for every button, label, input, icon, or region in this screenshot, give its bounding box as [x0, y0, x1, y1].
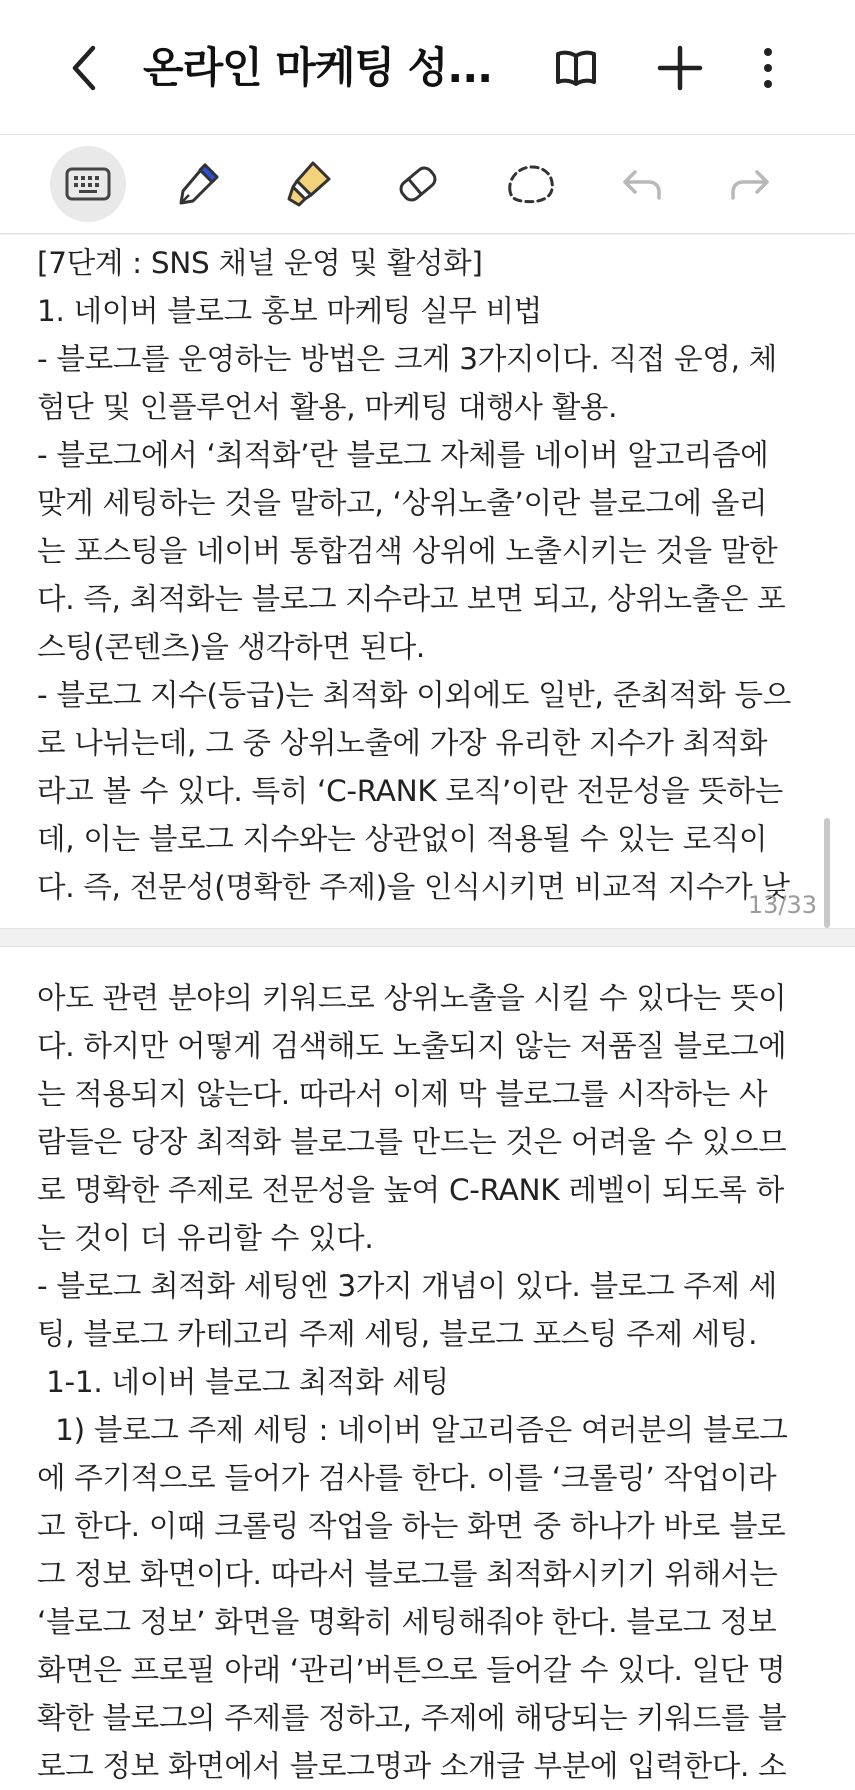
redo-button[interactable]: [713, 146, 789, 222]
highlighter-tool-button[interactable]: [270, 146, 346, 222]
text-line: ‘블로그 정보’ 화면을 명확히 세팅해줘야 한다. 블로그 정보: [37, 1605, 777, 1639]
text-line: 1-1. 네이버 블로그 최적화 세팅: [37, 1365, 449, 1399]
page-text[interactable]: [37, 239, 827, 911]
text-line: - 블로그를 운영하는 방법은 크게 3가지이다. 직접 운영, 체: [37, 342, 777, 376]
undo-button[interactable]: [603, 146, 679, 222]
text-line: 라고 볼 수 있다. 특히 ‘C-RANK 로직’이란 전문성을 뜻하는: [37, 774, 783, 808]
text-line: 아도 관련 분야의 키워드로 상위노출을 시킬 수 있다는 뜻이: [37, 981, 787, 1015]
text-line: - 블로그에서 ‘최적화’란 블로그 자체를 네이버 알고리즘에: [37, 438, 769, 472]
text-line: 고 한다. 이때 크롤링 작업을 하는 화면 중 하나가 바로 블로: [37, 1509, 786, 1543]
add-button[interactable]: [652, 40, 708, 96]
plus-icon: [658, 46, 702, 90]
text-line: 팅, 블로그 카테고리 주제 세팅, 블로그 포스팅 주제 세팅.: [37, 1317, 758, 1351]
pen-toolbar: [0, 134, 855, 234]
text-line: 는 것이 더 유리할 수 있다.: [37, 1221, 374, 1255]
text-line: 로 명확한 주제로 전문성을 높여 C-RANK 레벨이 되도록 하: [37, 1173, 784, 1207]
text-line: 스팅(콘텐츠)을 생각하면 된다.: [37, 630, 426, 664]
redo-icon: [729, 166, 773, 202]
text-line: 1) 블로그 주제 세팅 : 네이버 알고리즘은 여러분의 블로그: [37, 1413, 788, 1447]
text-line: 로 나뉘는데, 그 중 상위노출에 가장 유리한 지수가 최적화: [37, 726, 768, 760]
more-options-button[interactable]: [740, 40, 796, 96]
back-arrow-icon: [69, 44, 99, 92]
lasso-icon: [504, 161, 558, 207]
note-page[interactable]: [0, 235, 855, 929]
text-line: 다. 하지만 어떻게 검색해도 노출되지 않는 저품질 블로그에: [37, 1029, 787, 1063]
text-line: 화면은 프로필 아래 ‘관리’버튼으로 들어갈 수 있다. 일단 명: [37, 1653, 786, 1687]
text-line: 다. 즉, 최적화는 블로그 지수라고 보면 되고, 상위노출은 포: [37, 582, 786, 616]
eraser-tool-button[interactable]: [380, 146, 456, 222]
text-line: 는 적용되지 않는다. 따라서 이제 막 블로그를 시작하는 사: [37, 1077, 768, 1111]
text-line: 로그 정보 화면에서 블로그명과 소개글 부분에 입력한다. 소: [37, 1749, 787, 1783]
text-line: - 블로그 지수(등급)는 최적화 이외에도 일반, 준최적화 등으: [37, 678, 791, 712]
page-divider: [0, 929, 855, 947]
keyboard-icon: [65, 167, 111, 201]
text-line: 다. 즉, 전문성(명확한 주제)을 인식시키면 비교적 지수가 낮: [37, 870, 790, 904]
text-line: 데, 이는 블로그 지수와는 상관없이 적용될 수 있는 로직이: [37, 822, 768, 856]
pen-tool-button[interactable]: [160, 146, 236, 222]
note-title: 온라인 마케팅 성...: [143, 43, 493, 92]
text-line: 맞게 세팅하는 것을 말하고, ‘상위노출’이란 블로그에 올리: [37, 486, 768, 520]
book-icon: [554, 48, 598, 88]
app-bar: [0, 0, 855, 134]
more-vertical-icon: [762, 46, 774, 90]
text-line: - 블로그 최적화 세팅엔 3가지 개념이 있다. 블로그 주제 세: [37, 1269, 777, 1303]
text-line: 는 포스팅을 네이버 통합검색 상위에 노출시키는 것을 말한: [37, 534, 778, 568]
page-number: 13/33: [747, 891, 817, 919]
text-line: 험단 및 인플루언서 활용, 마케팅 대행사 활용.: [37, 390, 618, 424]
back-button[interactable]: [62, 40, 106, 96]
pen-icon: [173, 159, 223, 209]
text-line: 에 주기적으로 들어가 검사를 한다. 이를 ‘크롤링’ 작업이라: [37, 1461, 777, 1495]
text-line: 람들은 당장 최적화 블로그를 만드는 것은 어려울 수 있으므: [37, 1125, 787, 1159]
keyboard-mode-button[interactable]: [50, 146, 126, 222]
reading-mode-button[interactable]: [548, 40, 604, 96]
page-text[interactable]: [37, 974, 827, 1790]
scrollbar[interactable]: [824, 818, 830, 928]
text-line: 1. 네이버 블로그 홍보 마케팅 실무 비법: [37, 294, 542, 328]
undo-icon: [619, 166, 663, 202]
highlighter-icon: [283, 159, 333, 209]
text-line: [7단계 : SNS 채널 운영 및 활성화]: [37, 246, 483, 280]
eraser-icon: [394, 160, 442, 208]
text-line: 그 정보 화면이다. 따라서 블로그를 최적화시키기 위해서는: [37, 1557, 778, 1591]
note-page[interactable]: [0, 948, 855, 1783]
text-line: 확한 블로그의 주제를 정하고, 주제에 해당되는 키워드를 블: [37, 1701, 787, 1735]
lasso-tool-button[interactable]: [493, 146, 569, 222]
